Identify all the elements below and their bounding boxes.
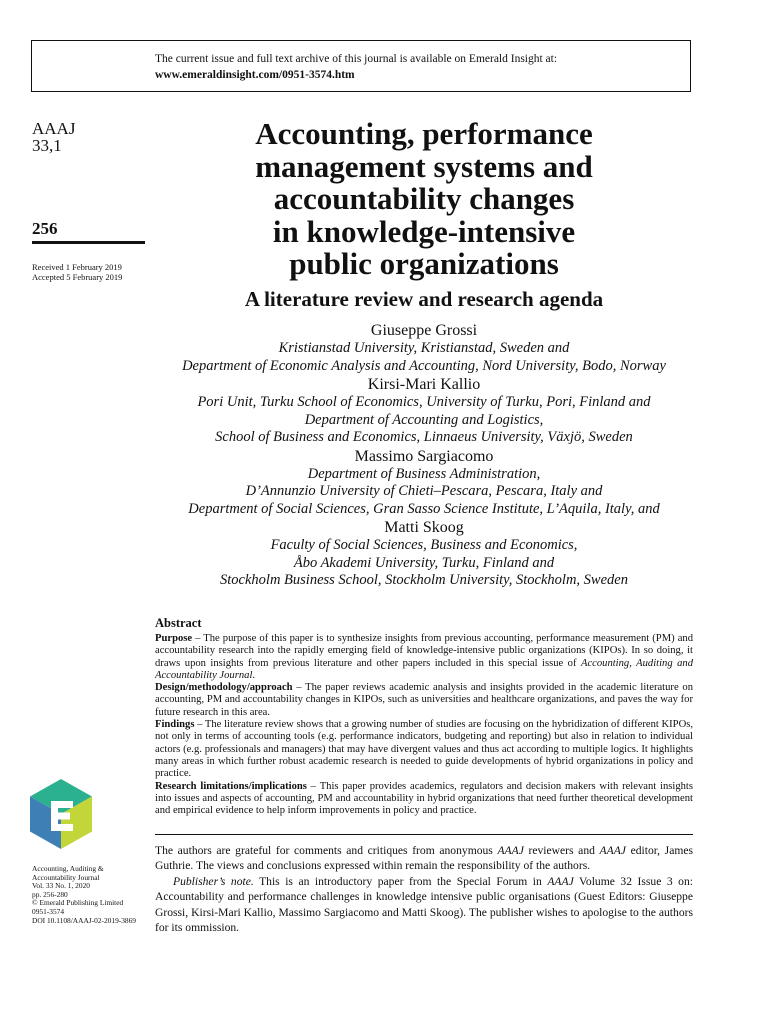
author-block xyxy=(150,321,698,375)
author-affiliation: Department of Economic Analysis and Accounting, Nord University, Bodo, Norway xyxy=(182,357,666,374)
publisher-note-text: Volume 32 Issue 3 on: Accountability and performance challenges in knowledge intensive public organisations (Guest Editors: Giuseppe Grossi, Kirsi-Mari Kallio, Massimo Sargiacomo and Matti Skoog). The publisher wishes to apologise to the authors for its ommission. xyxy=(155,874,693,935)
author-affiliation: Kristianstad University, Kristianstad, Sweden and xyxy=(278,340,570,356)
journal-availability-banner xyxy=(31,40,691,92)
journal-code xyxy=(32,120,75,154)
author-name: Massimo Sargiacomo xyxy=(354,447,494,465)
citation-line: Accounting, Auditing & xyxy=(32,864,104,873)
paper-subtitle: A literature review and research agenda xyxy=(244,287,604,311)
title-line: public organizations xyxy=(289,246,559,281)
footnotes xyxy=(155,843,693,935)
author-affiliation: Åbo Akademi University, Turku, Finland and xyxy=(293,554,555,571)
findings-label: Findings xyxy=(155,719,195,731)
ack-text: reviewers and xyxy=(523,844,600,857)
author-block xyxy=(150,518,698,590)
purpose-label: Purpose xyxy=(155,633,193,644)
author-affiliation: Pori Unit, Turku School of Economics, University of Turku, Pori, Finland and xyxy=(197,394,651,410)
logo-e-mark xyxy=(51,801,73,831)
publisher-note-text: This is an introductory paper from the Special Forum in xyxy=(253,874,548,888)
acknowledgement xyxy=(155,843,693,874)
citation-line: pp. 256-280 xyxy=(32,889,68,899)
publisher-note-label: Publisher’s note. xyxy=(173,874,254,888)
citation-doi-link[interactable]: DOI 10.1108/AAAJ-02-2019-3869 xyxy=(32,915,137,925)
accepted-date: Accepted 5 February 2019 xyxy=(32,272,123,282)
margin-rule xyxy=(32,241,145,244)
author-affiliation: D’Annunzio University of Chieti–Pescara, Pescara, Italy and xyxy=(245,483,603,499)
received-dates xyxy=(32,262,122,282)
design-label: Design/methodology/approach xyxy=(155,682,293,694)
volume-issue: 33,1 xyxy=(32,136,62,155)
publisher-note xyxy=(155,874,693,936)
ack-text: The authors are grateful for comments and critiques from anonymous xyxy=(155,844,498,857)
emerald-logo-icon xyxy=(30,779,92,849)
received-date: Received 1 February 2019 xyxy=(32,262,122,272)
abstract-design xyxy=(155,682,693,719)
author-block xyxy=(150,447,698,519)
citation-line: Accountability Journal xyxy=(32,872,100,882)
author-name: Matti Skoog xyxy=(384,519,464,536)
footnote-divider xyxy=(155,834,693,835)
abstract-purpose xyxy=(155,633,693,682)
purpose-end: . xyxy=(252,669,256,681)
ack-journal: AAAJ xyxy=(599,844,626,857)
author-affiliation: School of Business and Economics, Linnaeus University, Växjö, Sweden xyxy=(215,429,633,445)
title-line: in knowledge-intensive xyxy=(272,213,576,249)
citation-info xyxy=(32,865,147,925)
purpose-journal: Accounting, Auditing and Accountability Journal xyxy=(155,657,693,681)
author-block xyxy=(150,375,698,447)
limitations-label: Research limitations/implications xyxy=(155,780,307,792)
ack-journal: AAAJ xyxy=(497,844,524,857)
author-affiliation: Faculty of Social Sciences, Business and Economics, xyxy=(270,537,578,553)
author-name: Kirsi-Mari Kallio xyxy=(367,376,481,393)
ack-text: editor, James Guthrie. The views and conclusions expressed within remain the responsibility of the authors. xyxy=(155,844,694,873)
page-number: 256 xyxy=(32,219,58,238)
banner-text: The current issue and full text archive of this journal is available on Emerald Insight at: xyxy=(155,53,558,65)
citation-line: Vol. 33 No. 1, 2020 xyxy=(32,881,90,891)
limitations-text: – This paper provides academics, regulators and decision makers with relevant insights into issues and aspects of accounting, PM and accountability in hybrid organizations that need further theoretical development and empirical evidence to help inform improvements in policy and practice. xyxy=(155,780,693,817)
author-affiliation: Department of Social Sciences, Gran Sasso Science Institute, L’Aquila, Italy, and xyxy=(188,500,660,517)
citation-line: 0951-3574 xyxy=(32,906,65,916)
design-text: – The paper reviews academic analysis and insights provided in the academic literature on accounting, PM and accountability changes in KIPOs, such as universities and healthcare organizations, and paves the way for future research in this area. xyxy=(155,682,693,718)
abstract-section xyxy=(155,615,693,817)
title-line: Accounting, performance xyxy=(255,116,593,151)
purpose-text: – The purpose of this paper is to synthesize insights from previous accounting, performance measurement (PM) and accountability research into the rapidly emerging field of knowledge-intensive public organizations (KIPOs). In so doing, it draws upon insights from previous literature and other papers included in this special issue of xyxy=(155,633,693,669)
publisher-note-journal: AAAJ xyxy=(547,874,574,888)
banner-url-link[interactable]: www.emeraldinsight.com/0951-3574.htm xyxy=(155,69,355,81)
citation-line: © Emerald Publishing Limited xyxy=(32,898,124,908)
title-line: management systems and xyxy=(255,148,593,184)
abstract-limitations xyxy=(155,781,693,818)
abstract-heading: Abstract xyxy=(155,616,202,630)
abstract-findings xyxy=(155,719,693,780)
author-affiliation: Department of Accounting and Logistics, xyxy=(304,411,544,428)
author-affiliation: Department of Business Administration, xyxy=(307,465,541,482)
findings-text: – The literature review shows that a growing number of studies are focusing on the hybridization of different KIPOs, not only in terms of accounting tools (e.g. performance indicators, budgeting and reporting) but also in relation to individual actors (e.g. professionals and managers) that may have divergent values and thus act according to multiple logics. It highlights many areas in which further robust academic research is needed to guide developments of hybrid organizations in policy and practice. xyxy=(155,719,693,780)
title-line: accountability changes xyxy=(273,181,575,216)
journal-abbreviation: AAAJ xyxy=(32,119,76,138)
author-name: Giuseppe Grossi xyxy=(370,322,478,339)
author-list xyxy=(150,321,698,590)
paper-title xyxy=(150,118,698,281)
author-affiliation: Stockholm Business School, Stockholm University, Stockholm, Sweden xyxy=(220,572,628,588)
